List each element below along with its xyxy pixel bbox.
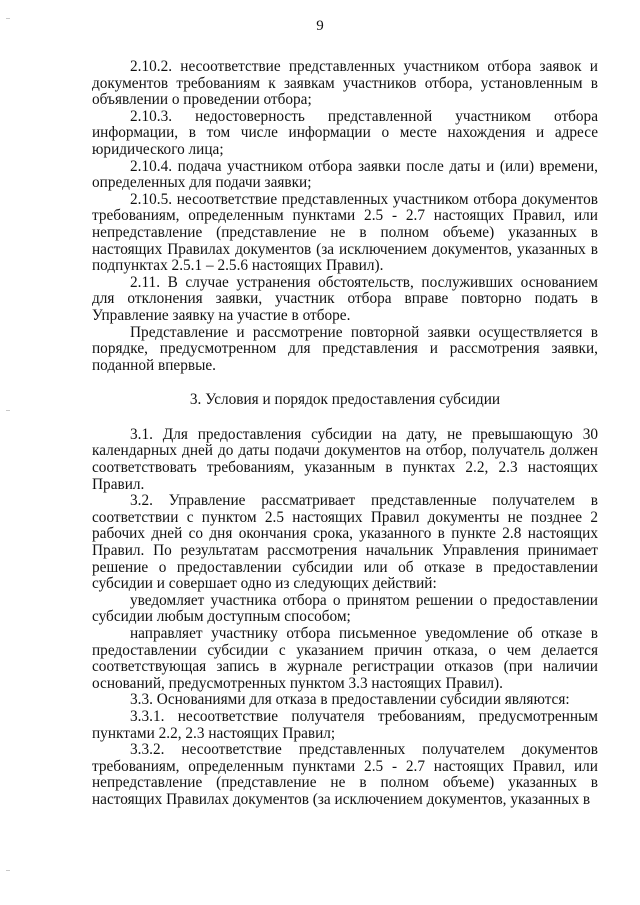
paragraph-2-11: 2.11. В случае устранения обстоятельств, послуживших основанием для отклонения заявки, участник отбора вправе повторно подать в Управление заявку на участие в отборе. [92, 273, 598, 324]
paragraph-3-3: 3.3. Основаниями для отказа в предоставлении субсидии являются: [130, 691, 570, 709]
paragraph-repeat-application: Представление и рассмотрение повторной заявки осуществляется в порядке, предусмотренном для представления и рассмотрения заявки, поданной впервые. [92, 323, 598, 374]
paragraph-refusal-notice: направляет участнику отбора письменное уведомление об отказе в предоставлении субсидии с указанием причин отказа, о чем делается соответствующая запись в журнале регистрации отказов (при наличии оснований, предусмотренных пунктом 3.3 настоящих Правил). [92, 625, 598, 692]
paragraph-2-10-3: 2.10.3. недостоверность представленной участником отбора информации, в том числе информации о месте нахождения и адресе юридического лица; [92, 107, 598, 158]
document-body [92, 59, 598, 809]
page-number: 9 [316, 18, 324, 34]
paragraph-3-2: 3.2. Управление рассматривает представленные получателем в соответствии с пунктом 2.5 настоящих Правил документы не позднее 2 рабочих дней со дня окончания срока, указанного в пункте 2.8 настоящих Правил. По результатам рассмотрения начальник Управления принимает решение о предоставлении субсидии или об отказе в предоставлении субсидии и совершает одно из следующих действий: [92, 492, 598, 593]
paragraph-3-3-2: 3.3.2. несоответствие представленных получателем документов требованиям, определенным пунктами 2.5 - 2.7 настоящих Правил, или непредставление (представление не в полном объеме) указанных в настоящих Правилах документов (за исключением документов, указанных в [92, 741, 598, 808]
section-heading: 3. Условия и порядок предоставления субсидии [189, 391, 501, 409]
margin-mark [6, 870, 10, 871]
paragraph-notify: уведомляет участника отбора о принятом решении о предоставлении субсидии любым доступным способом; [92, 591, 598, 626]
paragraph-2-10-5: 2.10.5. несоответствие представленных участником отбора документов требованиям, определенным пунктами 2.5 - 2.7 настоящих Правил, или непредставление (представление не в полном объеме) указанных в настоящих Правилах документов (за исключением документов, указанных в подпунктах 2.5.1 – 2.5.6 настоящих Правил). [92, 190, 598, 275]
paragraph-3-1: 3.1. Для предоставления субсидии на дату, не превышающую 30 календарных дней до даты подачи документов на отбор, получатель должен соответствовать требованиям, указанным в пунктах 2.2, 2.3 настоящих Правил. [92, 425, 598, 493]
paragraph-2-10-4: 2.10.4. подача участником отбора заявки после даты и (или) времени, определенных для подачи заявки; [92, 157, 598, 192]
paragraph-2-10-2: 2.10.2. несоответствие представленных участником отбора заявок и документов требованиям к заявкам участников отбора, установленным в объявлении о проведении отбора; [92, 58, 598, 109]
margin-mark [6, 410, 10, 411]
paragraph-3-3-1: 3.3.1. несоответствие получателя требованиям, предусмотренным пунктами 2.2, 2.3 настоящих Правил; [92, 707, 598, 742]
